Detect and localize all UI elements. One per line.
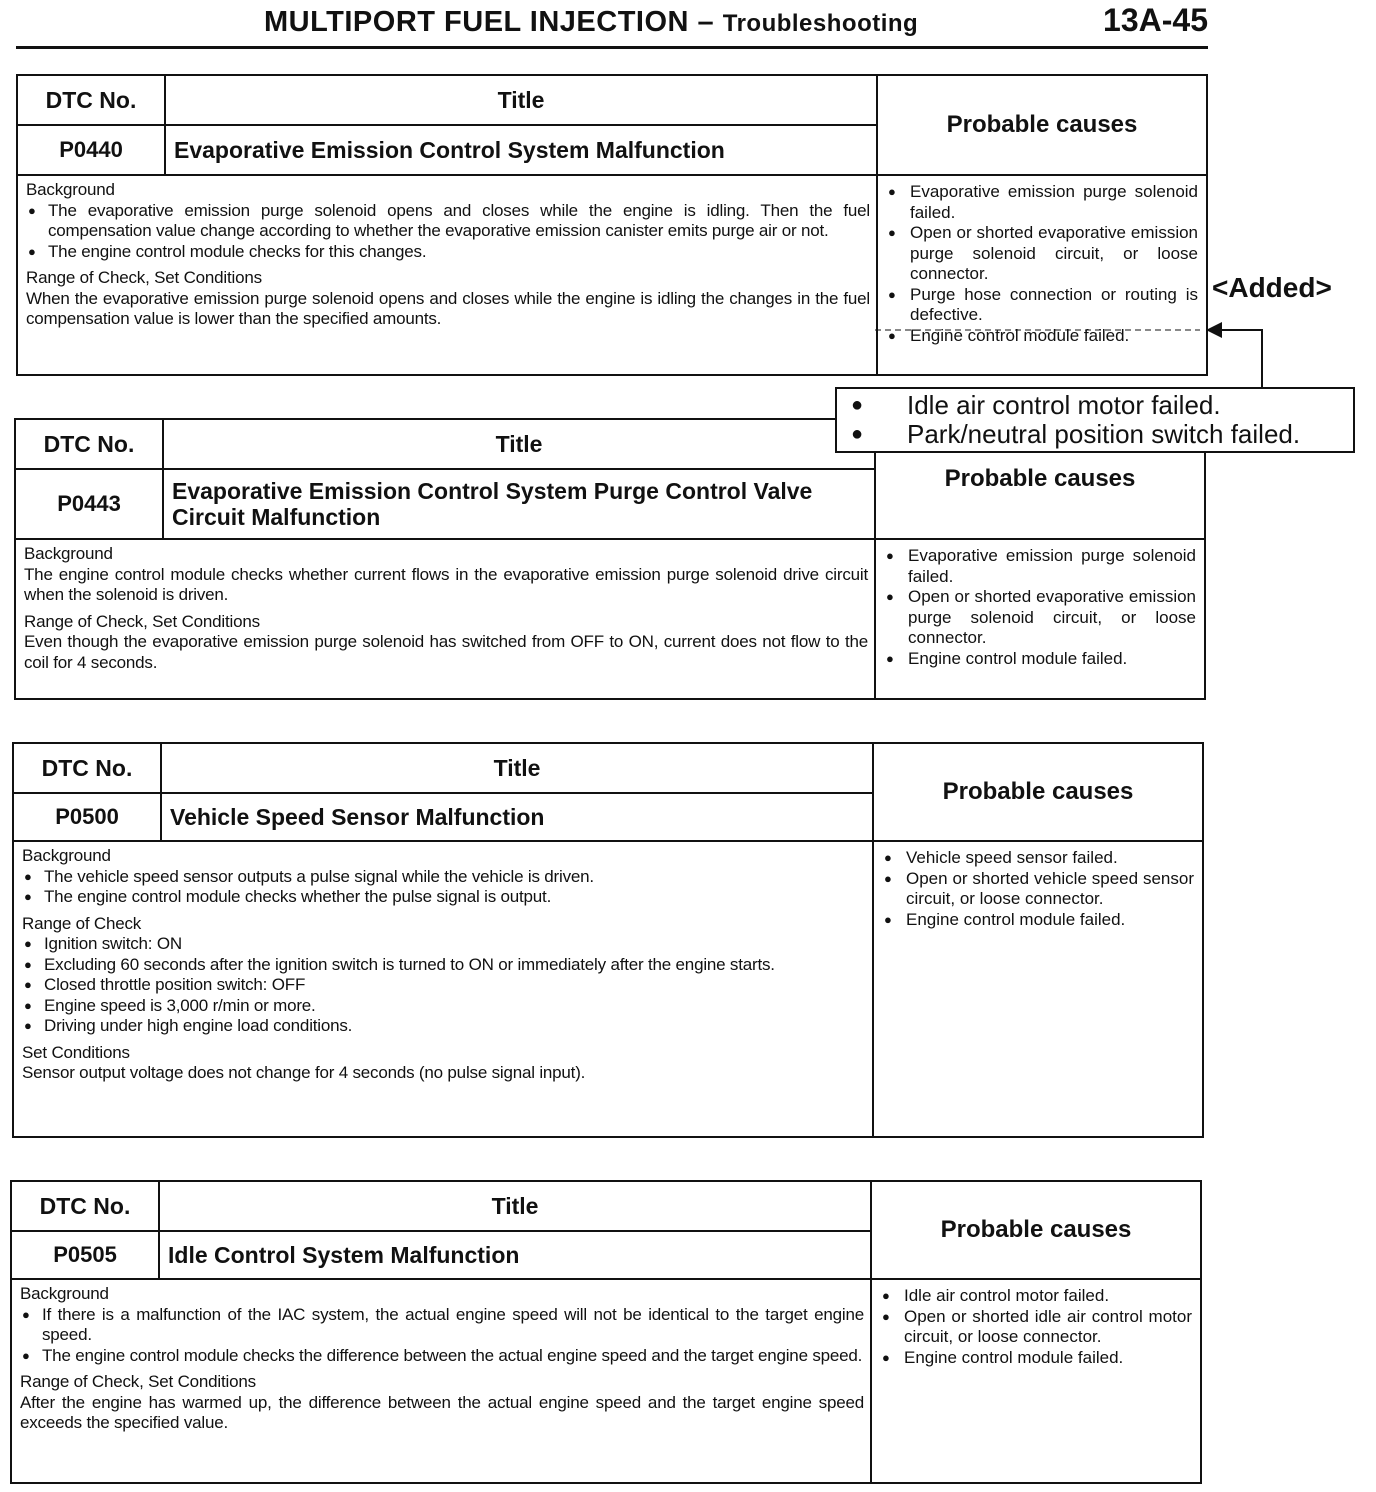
added-annotation-label: <Added>: [1212, 272, 1332, 303]
probable-causes-list: [874, 842, 1202, 1136]
section-heading: Background: [26, 180, 115, 199]
page-number: 13A-45: [1103, 2, 1208, 38]
bullet-list: [22, 867, 866, 908]
section-text: Even though the evaporative emission purge solenoid has switched from OFF to ON, current does not flow to the coil for 4 seconds.: [24, 632, 868, 672]
dtc-description: [14, 842, 874, 1136]
bullet-item: ● If there is a malfunction of the IAC system, the actual engine speed will not be identical to the target engine speed.: [20, 1305, 864, 1346]
section-heading: Range of Check: [22, 913, 142, 933]
section-heading: Range of Check, Set Conditions: [20, 1372, 256, 1391]
bullet-item: ● Excluding 60 seconds after the ignition switch is turned to ON or immediately after the engine starts.: [22, 955, 866, 976]
cause-item: ● Purge hose connection or routing is defective.: [886, 285, 1198, 326]
section-text: Sensor output voltage does not change for 4 seconds (no pulse signal input).: [22, 1063, 586, 1082]
dtc-table-p0440: [16, 74, 1208, 376]
bullet-item: ● The evaporative emission purge solenoid opens and closes while the engine is idling. Then the fuel compensation value change according to whether the evaporative emission canister emits purge air or not.: [26, 201, 870, 242]
probable-causes-list: [878, 176, 1206, 374]
section-text: The engine control module checks whether current flows in the evaporative emission purge solenoid drive circuit when the solenoid is driven.: [24, 564, 868, 604]
bullet-list: [20, 1305, 864, 1367]
probable-causes-header: Probable causes: [878, 76, 1206, 176]
dtc-no-header: DTC No.: [14, 744, 162, 794]
cause-item: ● Open or shorted vehicle speed sensor circuit, or loose connector.: [882, 869, 1194, 910]
dtc-description: [16, 540, 876, 698]
title-header: Title: [164, 420, 876, 470]
cause-item: ● Engine control module failed.: [882, 910, 1194, 931]
cause-item: ● Engine control module failed.: [884, 649, 1196, 670]
cause-item: ● Evaporative emission purge solenoid failed.: [886, 182, 1198, 223]
cause-item: ● Engine control module failed.: [886, 326, 1198, 347]
causes-list: [882, 848, 1194, 930]
probable-causes-list: [872, 1280, 1200, 1482]
causes-list: [886, 182, 1198, 346]
cause-item: ● Idle air control motor failed.: [880, 1286, 1192, 1307]
dtc-description: [12, 1280, 872, 1482]
added-cause-item: ● Idle air control motor failed.: [847, 391, 1343, 420]
probable-causes-header: Probable causes: [876, 420, 1204, 540]
dtc-table-p0500: [12, 742, 1204, 1138]
bullet-item: ● The vehicle speed sensor outputs a pulse signal while the vehicle is driven.: [22, 867, 866, 888]
dtc-title: Evaporative Emission Control System Malfunction: [166, 126, 878, 176]
bullet-item: ● The engine control module checks whether the pulse signal is output.: [22, 887, 866, 908]
title-header: Title: [166, 76, 878, 126]
cause-item: ● Open or shorted evaporative emission purge solenoid circuit, or loose connector.: [886, 223, 1198, 285]
dtc-code: P0440: [18, 126, 166, 176]
dtc-code: P0505: [12, 1232, 160, 1280]
cause-item: ● Open or shorted evaporative emission purge solenoid circuit, or loose connector.: [884, 587, 1196, 649]
section-heading: Range of Check, Set Conditions: [24, 611, 260, 631]
bullet-item: ● Driving under high engine load conditions.: [22, 1016, 866, 1037]
dtc-title: Evaporative Emission Control System Purge Control Valve Circuit Malfunction: [164, 470, 876, 540]
dtc-no-header: DTC No.: [18, 76, 166, 126]
section-heading: Set Conditions: [22, 1042, 130, 1062]
added-causes-box: [835, 387, 1355, 453]
dtc-description: [18, 176, 878, 374]
section-text: When the evaporative emission purge solenoid opens and closes while the engine is idling the changes in the fuel compensation value is lower than the specified amounts.: [26, 288, 870, 328]
dtc-title: Idle Control System Malfunction: [160, 1232, 872, 1280]
bullet-list: [22, 934, 866, 1037]
cause-item: ● Engine control module failed.: [880, 1348, 1192, 1369]
dtc-code: P0500: [14, 794, 162, 842]
section-title-main: MULTIPORT FUEL INJECTION –: [264, 6, 723, 38]
probable-causes-header: Probable causes: [872, 1182, 1200, 1280]
dtc-table-p0443: [14, 418, 1206, 700]
bullet-item: ● Ignition switch: ON: [22, 934, 866, 955]
cause-item: ● Vehicle speed sensor failed.: [882, 848, 1194, 869]
causes-list: [880, 1286, 1192, 1368]
bullet-item: ● The engine control module checks the difference between the actual engine speed and the target engine speed.: [20, 1346, 864, 1367]
page-header: [16, 0, 1208, 49]
dtc-no-header: DTC No.: [16, 420, 164, 470]
title-header: Title: [160, 1182, 872, 1232]
dtc-code: P0443: [16, 470, 164, 540]
probable-causes-list: [876, 540, 1204, 698]
section-heading: Background: [22, 846, 111, 865]
probable-causes-header: Probable causes: [874, 744, 1202, 842]
bullet-item: ● Closed throttle position switch: OFF: [22, 975, 866, 996]
cause-item: ● Evaporative emission purge solenoid failed.: [884, 546, 1196, 587]
bullet-item: ● Engine speed is 3,000 r/min or more.: [22, 996, 866, 1017]
section-title: [264, 6, 918, 39]
added-cause-item: ● Park/neutral position switch failed.: [847, 420, 1343, 449]
section-heading: Background: [20, 1284, 109, 1303]
causes-list: [884, 546, 1196, 669]
bullet-list: [26, 201, 870, 263]
cause-item: ● Open or shorted idle air control motor circuit, or loose connector.: [880, 1307, 1192, 1348]
dtc-title: Vehicle Speed Sensor Malfunction: [162, 794, 874, 842]
section-heading: Range of Check, Set Conditions: [26, 268, 262, 287]
bullet-item: ● The engine control module checks for this changes.: [26, 242, 870, 263]
section-title-sub: Troubleshooting: [722, 10, 919, 37]
section-text: After the engine has warmed up, the difference between the actual engine speed and the target engine speed exceeds the specified value.: [20, 1392, 864, 1432]
dtc-table-p0505: [10, 1180, 1202, 1484]
title-header: Title: [162, 744, 874, 794]
section-heading: Background: [24, 544, 113, 563]
dtc-no-header: DTC No.: [12, 1182, 160, 1232]
